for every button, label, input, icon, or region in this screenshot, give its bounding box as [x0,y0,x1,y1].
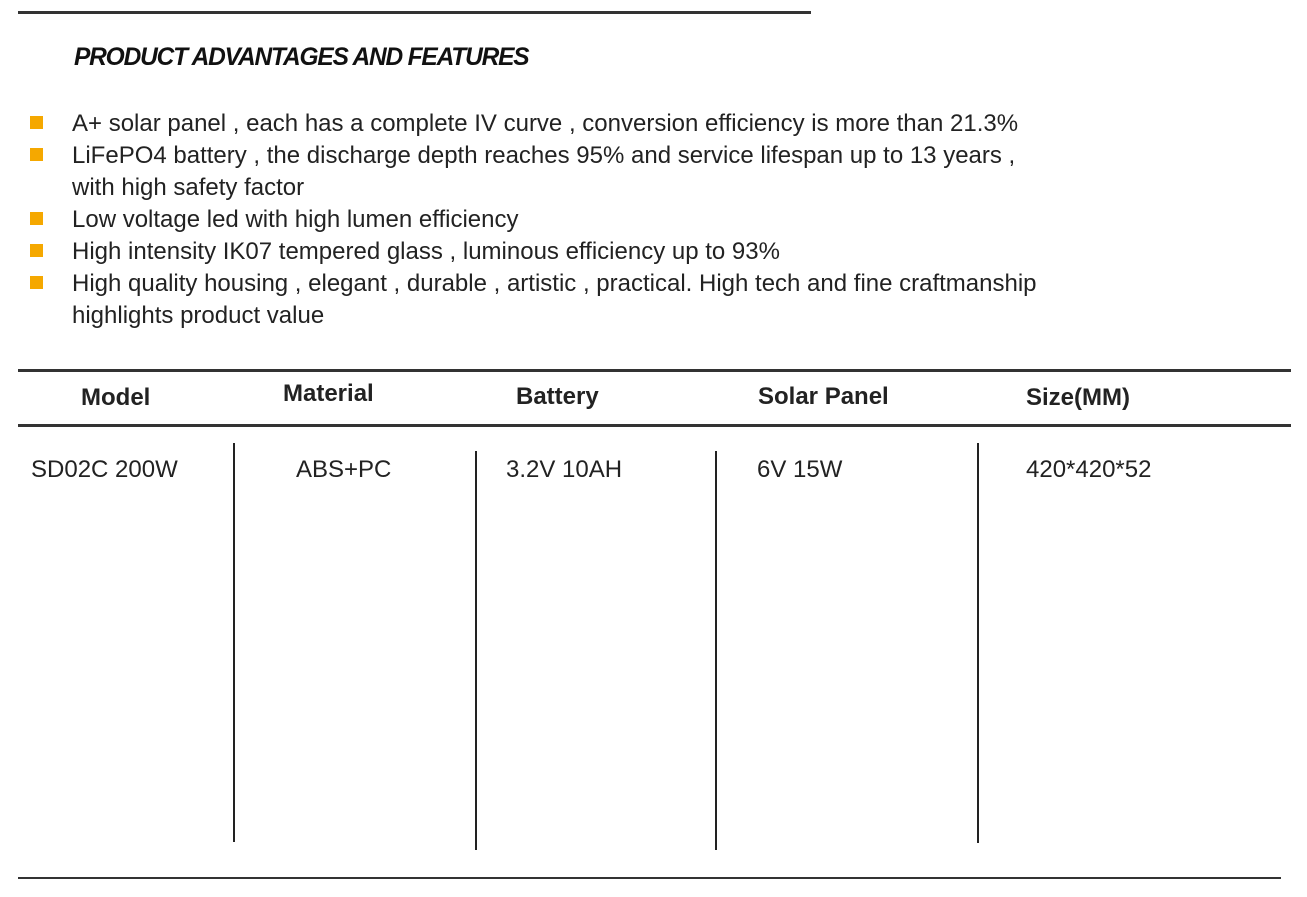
feature-line: High quality housing , elegant , durable , artistic , practical. High tech and fine craftmanship [72,270,1037,297]
section-title: PRODUCT ADVANTAGES AND FEATURES [74,43,529,71]
feature-item [0,108,1037,140]
table-top-rule [18,369,1291,372]
feature-line: with high safety factor [72,174,305,201]
column-divider [715,451,717,850]
feature-item [0,204,1037,236]
top-divider [18,11,811,14]
cell-model: SD02C 200W [31,456,178,483]
cell-size: 420*420*52 [1026,456,1152,483]
square-bullet-icon [30,148,43,161]
cell-material: ABS+PC [296,456,392,483]
header-material: Material [283,380,374,407]
feature-line: highlights product value [72,302,325,329]
header-solar-panel: Solar Panel [758,383,889,410]
table-header-rule [18,424,1291,427]
feature-line: Low voltage led with high lumen efficiency [72,206,519,233]
column-divider [233,443,235,842]
feature-item [0,236,1037,268]
feature-line: LiFePO4 battery , the discharge depth reaches 95% and service lifespan up to 13 years , [72,142,1016,169]
header-size: Size(MM) [1026,384,1130,411]
feature-item [0,268,1037,332]
table-bottom-rule [18,877,1281,879]
column-divider [475,451,477,850]
column-divider [977,443,979,843]
square-bullet-icon [30,244,43,257]
cell-battery: 3.2V 10AH [506,456,623,483]
feature-line: A+ solar panel , each has a complete IV curve , conversion efficiency is more than 21.3% [72,110,1019,137]
square-bullet-icon [30,116,43,129]
feature-item [0,140,1037,204]
feature-list [0,108,1037,332]
square-bullet-icon [30,212,43,225]
header-battery: Battery [516,383,599,410]
header-model: Model [81,384,151,411]
square-bullet-icon [30,276,43,289]
feature-line: High intensity IK07 tempered glass , luminous efficiency up to 93% [72,238,780,265]
cell-solar-panel: 6V 15W [757,456,843,483]
